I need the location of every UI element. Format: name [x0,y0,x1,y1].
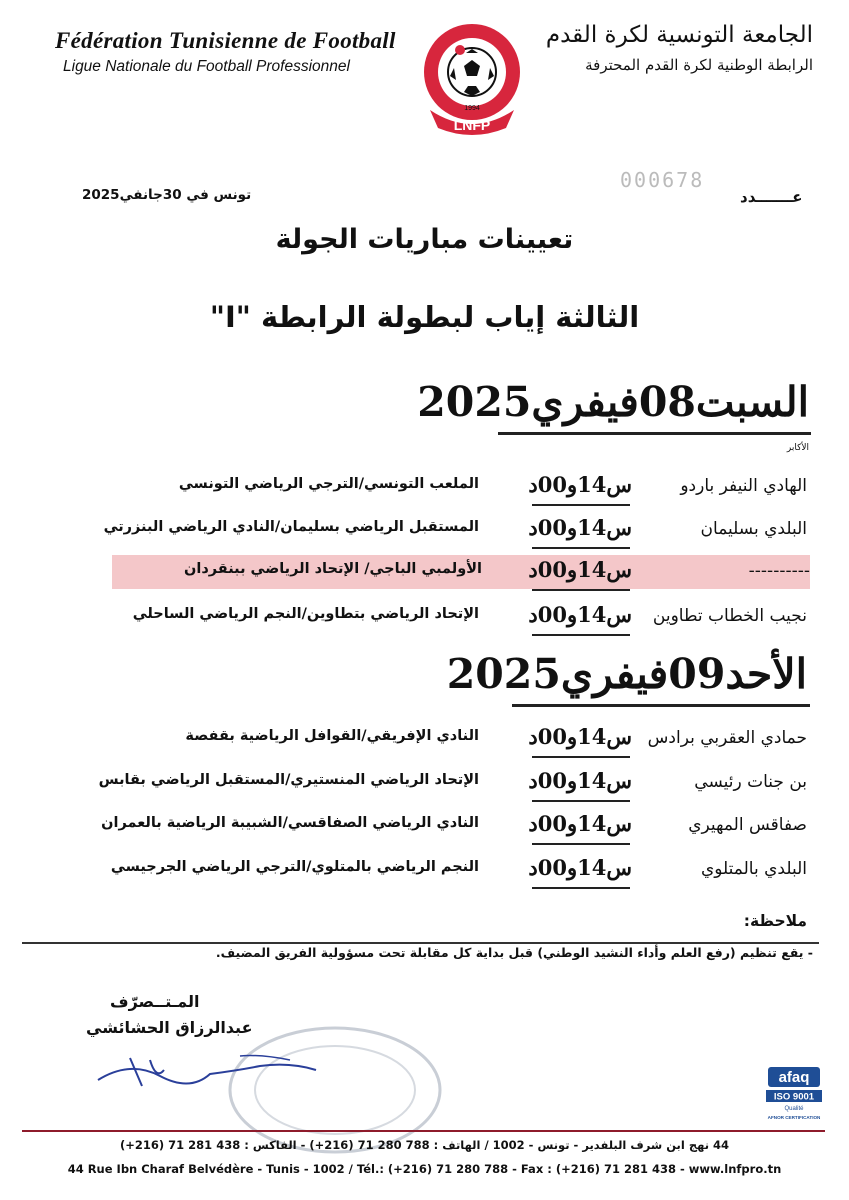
note-divider [22,942,819,944]
time-underline [532,800,630,802]
league-name-fr: Ligue Nationale du Football Professionnel [63,58,350,75]
time-underline [532,634,630,636]
day-heading-rule [512,704,810,707]
referee-name: ---------- [748,561,810,581]
time-underline [532,504,630,506]
signatory-role: المـتــصرّف [110,992,200,1011]
kickoff-time: س14و00د [528,515,632,540]
page-subtitle: الثالثة إياب لبطولة الرابطة "I" [209,300,640,334]
time-underline [532,887,630,889]
kickoff-time: س14و00د [528,855,632,880]
match-row [0,600,849,634]
time-underline [532,589,630,591]
afaq-brand-text: afaq [778,1069,810,1086]
referee-name: الهادي النيفر باردو [680,476,807,496]
time-underline [532,547,630,549]
note-label: ملاحظة: [743,912,807,930]
kickoff-time: س14و00د [528,811,632,836]
federation-name-fr: Fédération Tunisienne de Football [55,28,396,53]
fixture: الملعب التونسي/الترجي الرياضي التونسي [178,476,479,492]
kickoff-time: س14و00د [528,724,632,749]
kickoff-time: س14و00د [528,557,632,582]
league-name-ar: الرابطة الوطنية لكرة القدم المحترفة [585,56,813,74]
day-heading-rule [498,432,811,435]
category-note: الأكابر [786,443,809,453]
time-underline [532,756,630,758]
afaq-cert-text: AFNOR CERTIFICATION [767,1115,821,1120]
lnfp-logo-icon [414,20,530,136]
referee-name: حمادي العقربي برادس [647,728,807,748]
kickoff-time: س14و00د [528,602,632,627]
serial-number: 000678 [620,168,705,192]
dateline: تونس في 30جانفي2025 [82,187,252,203]
fixture: الأولمبي الباجي/ الإتحاد الرياضي ببنقردان [183,561,482,577]
day-heading-saturday: السبت08فيفري2025 [417,378,809,426]
fixture: المستقبل الرياضي بسليمان/النادي الرياضي البنزرتي [103,519,479,535]
kickoff-time: س14و00د [528,768,632,793]
match-row [0,809,849,843]
match-row [0,766,849,800]
fixture: النجم الرياضي بالمتلوي/الترجي الرياضي الجرجيسي [110,859,479,875]
kickoff-time: س14و00د [528,472,632,497]
referee-name: صفاقس المهيري [688,815,807,835]
match-row [0,722,849,756]
fixture: النادي الرياضي الصفاقسي/الشبيبة الرياضية بالعمران [101,815,479,831]
match-row [0,853,849,887]
federation-name-ar: الجامعة التونسية لكرة القدم [545,22,813,48]
logo-year-text: 1994 [464,105,480,112]
ref-label: عـــــــدد [740,188,803,206]
footer-address-fr: 44 Rue Ibn Charaf Belvédère - Tunis - 1002 / Tél.: (+216) 71 280 788 - Fax : (+216) 71 281 438 - www.lnfpro.tn [67,1162,782,1176]
afaq-qualite-text: Qualité [784,1106,804,1112]
logo-lnfp-text: LNFP [453,117,491,133]
afaq-iso-badge-icon [762,1065,826,1123]
referee-name: البلدي بسليمان [700,519,807,539]
footer-address-ar: 44 نهج ابن شرف البلفدير - تونس - 1002 / الهاتف : 788 280 71 (216+) - الفاكس : 438 281 71 (216+) [119,1138,730,1152]
page-title: تعيينات مباريات الجولة [275,224,574,255]
footer-divider [22,1130,825,1132]
referee-name: نجيب الخطاب تطاوين [652,606,807,626]
afaq-standard-text: ISO 9001 [773,1091,815,1103]
match-row [0,470,849,504]
signatory-name: عبدالرزاق الحشائشي [86,1018,253,1037]
time-underline [532,843,630,845]
note-text: - يقع تنظيم (رفع العلم وأداء النشيد الوطني) قبل بداية كل مقابلة تحت مسؤولية الفريق المضيف. [215,945,813,960]
referee-name: بن جنات رئيسي [694,772,807,792]
fixture: النادي الإفريقي/القوافل الرياضية بقفصة [185,728,479,744]
signature-icon [90,1040,330,1100]
fixture: الإتحاد الرياضي بتطاوين/النجم الرياضي الساحلي [132,606,479,622]
fixture: الإتحاد الرياضي المنستيري/المستقبل الرياضي بقابس [98,772,479,788]
day-heading-sunday: الأحد09فيفري2025 [446,650,807,698]
match-row [0,513,849,547]
match-row-highlighted [112,555,810,589]
referee-name: البلدي بالمتلوي [700,859,807,879]
